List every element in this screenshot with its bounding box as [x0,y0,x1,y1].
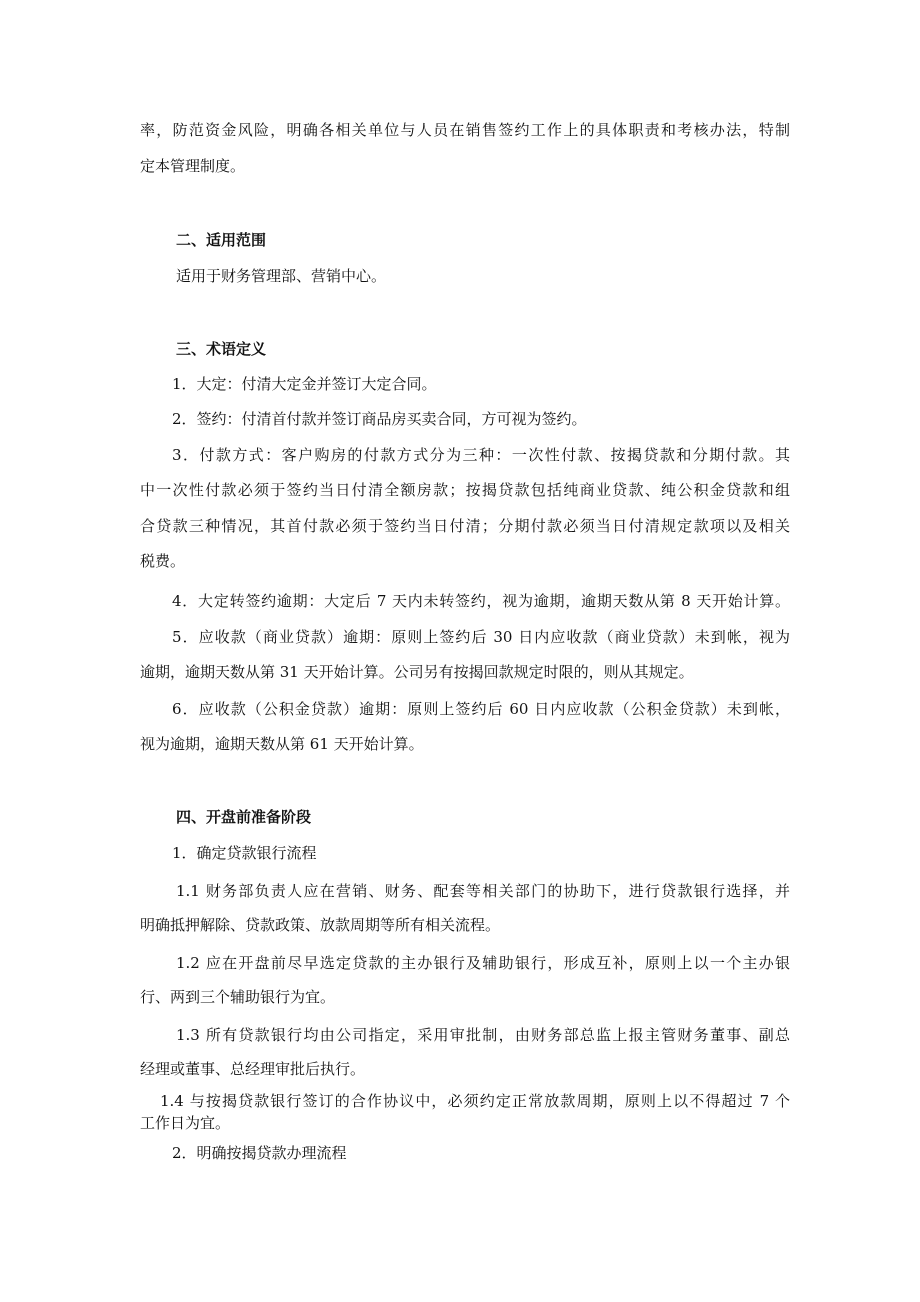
prep-line-10: 2．明确按揭贷款办理流程 [172,1144,347,1162]
terms-line-1: 1．大定：付清大定金并签订大定合同。 [172,375,437,393]
terms-line-2: 2．签约：付清首付款并签订商品房买卖合同，方可视为签约。 [172,410,587,428]
terms-line-3: 3．付款方式：客户购房的付款方式分为三种：一次性付款、按揭贷款和分期付款。其 [172,446,790,464]
terms-line-9: 逾期，逾期天数从第 31 天开始计算。公司另有按揭回款规定时限的，则从其规定。 [140,663,694,681]
prep-line-4: 1.2 应在开盘前尽早选定贷款的主办银行及辅助银行，形成互补，原则上以一个主办银 [176,954,790,972]
prep-line-2: 1.1 财务部负责人应在营销、财务、配套等相关部门的协助下，进行贷款银行选择，并 [176,882,790,900]
terms-line-8: 5．应收款（商业贷款）逾期：原则上签约后 30 日内应收款（商业贷款）未到帐，视为 [172,628,790,646]
terms-line-11: 视为逾期，逾期天数从第 61 天开始计算。 [140,735,424,753]
prep-line-5: 行、两到三个辅助银行为宜。 [140,988,336,1006]
terms-line-7: 4．大定转签约逾期：大定后 7 天内未转签约，视为逾期，逾期天数从第 8 天开始计算。 [172,592,790,610]
prep-line-6: 1.3 所有贷款银行均由公司指定，采用审批制，由财务部总监上报主管财务董事、副总 [176,1026,790,1044]
section-heading-terms: 三、术语定义 [176,340,267,358]
prep-line-3: 明确抵押解除、贷款政策、放款周期等所有相关流程。 [140,916,501,934]
terms-line-5: 合贷款三种情况，其首付款必须于签约当日付清；分期付款必须当日付清规定款项以及相关 [140,517,790,535]
prep-line-9: 工作日为宜。 [140,1114,231,1132]
prep-line-1: 1．确定贷款银行流程 [172,844,317,862]
section-heading-preparation: 四、开盘前准备阶段 [176,808,312,826]
terms-line-10: 6．应收款（公积金贷款）逾期：原则上签约后 60 日内应收款（公积金贷款）未到帐， [172,700,790,718]
section-heading-scope: 二、适用范围 [176,231,267,249]
intro-line-2: 定本管理制度。 [140,157,246,175]
intro-line-1: 率，防范资金风险，明确各相关单位与人员在销售签约工作上的具体职责和考核办法，特制 [140,121,790,139]
prep-line-7: 经理或董事、总经理审批后执行。 [140,1060,366,1078]
terms-line-4: 中一次性付款必须于签约当日付清全额房款；按揭贷款包括纯商业贷款、纯公积金贷款和组 [140,481,790,499]
scope-line-1: 适用于财务管理部、营销中心。 [176,267,387,285]
prep-line-8: 1.4 与按揭贷款银行签订的合作协议中，必须约定正常放款周期，原则上以不得超过 7 个 [160,1092,790,1110]
terms-line-6: 税费。 [140,552,186,570]
